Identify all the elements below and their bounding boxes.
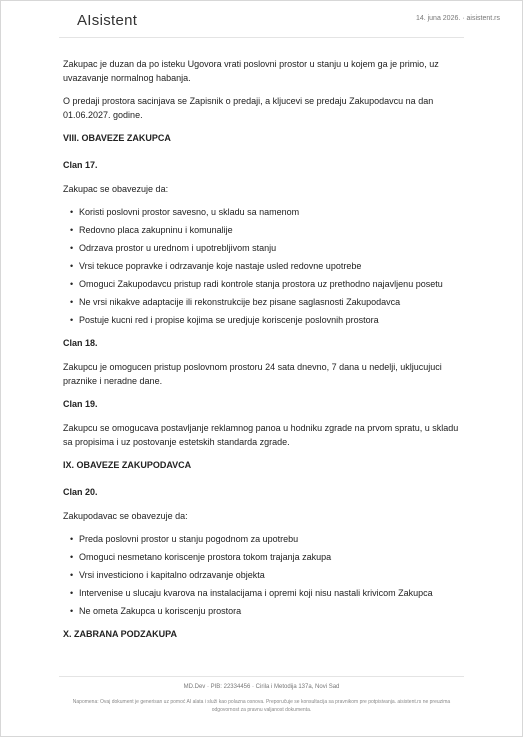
article-18-text: Zakupcu je omogucen pristup poslovnom prostoru 24 sata dnevno, 7 dana u nedelji, ukljucujuci praznike i neradne dane. [63, 362, 442, 386]
list-item: • Vrsi tekuce popravke i odrzavanje koje nastaje usled redovne upotrebe [70, 261, 362, 271]
page-footer [1, 676, 522, 736]
list-item: • Redovno placa zakupninu i komunalije [70, 225, 233, 235]
bullet-icon: • [70, 297, 74, 307]
logo: AIsistent [77, 12, 138, 29]
bullet-icon: • [70, 570, 74, 580]
article-17-list [63, 205, 465, 327]
list-item: • Omoguci Zakupodavcu pristup radi kontrole stanja prostora uz prethodno najavljenu posetu [70, 279, 443, 289]
list-item: • Postuje kucni red i propise kojima se uredjuje koriscenje poslovnih prostora [70, 315, 379, 325]
article-17-intro: Zakupac se obavezuje da: [63, 184, 169, 194]
article-17-title: Clan 17. [63, 160, 98, 170]
list-item: • Odrzava prostor u urednom i upotrebljivom stanju [70, 243, 277, 253]
article-20-list [63, 532, 465, 618]
list-item: • Intervenise u slucaju kvarova na instalacijama i opremi koji nisu nastali krivicom Zakupca [70, 588, 433, 598]
paragraph-return-premises: Zakupac je duzan da po isteku Ugovora vrati poslovni prostor u stanju u kojem ga je primio, uz uvazavanje normalnog habanja. [63, 59, 439, 83]
bullet-icon: • [70, 243, 74, 253]
footer-company-info: MD.Dev · PIB: 22334456 · Cirila i Metodija 137a, Novi Sad [183, 684, 340, 690]
header-divider [59, 37, 464, 38]
bullet-icon: • [70, 207, 74, 217]
page-header [1, 1, 522, 37]
paragraph-handover: O predaji prostora sacinjava se Zapisnik o predaji, a kljucevi se predaju Zakupodavcu na dan 01.06.2027. godine. [63, 96, 434, 120]
document-body [63, 57, 465, 654]
section-heading-viii: VIII. OBAVEZE ZAKUPCA [63, 133, 171, 143]
list-item: • Ne ometa Zakupca u koriscenju prostora [70, 606, 242, 616]
list-item: • Omoguci nesmetano koriscenje prostora tokom trajanja zakupa [70, 552, 332, 562]
bullet-icon: • [70, 534, 74, 544]
article-18-title: Clan 18. [63, 338, 98, 348]
article-19-title: Clan 19. [63, 399, 98, 409]
bullet-icon: • [70, 552, 74, 562]
bullet-icon: • [70, 606, 74, 616]
section-heading-ix: IX. OBAVEZE ZAKUPODAVCA [63, 460, 192, 470]
list-item: • Ne vrsi nikakve adaptacije ili rekonstrukcije bez pisane saglasnosti Zakupodavca [70, 297, 401, 307]
list-item: • Preda poslovni prostor u stanju pogodnom za upotrebu [70, 534, 299, 544]
list-item: • Vrsi investiciono i kapitalno odrzavanje objekta [70, 570, 265, 580]
footer-divider [59, 676, 464, 677]
section-heading-x: X. ZABRANA PODZAKUPA [63, 629, 177, 639]
article-19-text: Zakupcu se omogucava postavljanje reklamnog panoa u hodniku zgrade na prvom spratu, u skladu sa propisima i uz postovanje estetskih standarda zgrade. [63, 423, 459, 447]
header-meta: 14. juna 2026. · aisistent.rs [415, 15, 500, 22]
bullet-icon: • [70, 225, 74, 235]
bullet-icon: • [70, 588, 74, 598]
bullet-icon: • [70, 315, 74, 325]
list-item: • Koristi poslovni prostor savesno, u skladu sa namenom [70, 207, 300, 217]
bullet-icon: • [70, 279, 74, 289]
article-20-title: Clan 20. [63, 487, 98, 497]
article-20-intro: Zakupodavac se obavezuje da: [63, 511, 188, 521]
footer-disclaimer: Napomena: Ovaj dokument je generisan uz pomoć AI alata i služi kao polazna osnova. Preporučuje se konsultacija sa pravnikom pre potpisivanja. aisistent.rs ne preuzima odgovornost za pravnu valjanost dokumenta. [72, 699, 451, 713]
bullet-icon: • [70, 261, 74, 271]
